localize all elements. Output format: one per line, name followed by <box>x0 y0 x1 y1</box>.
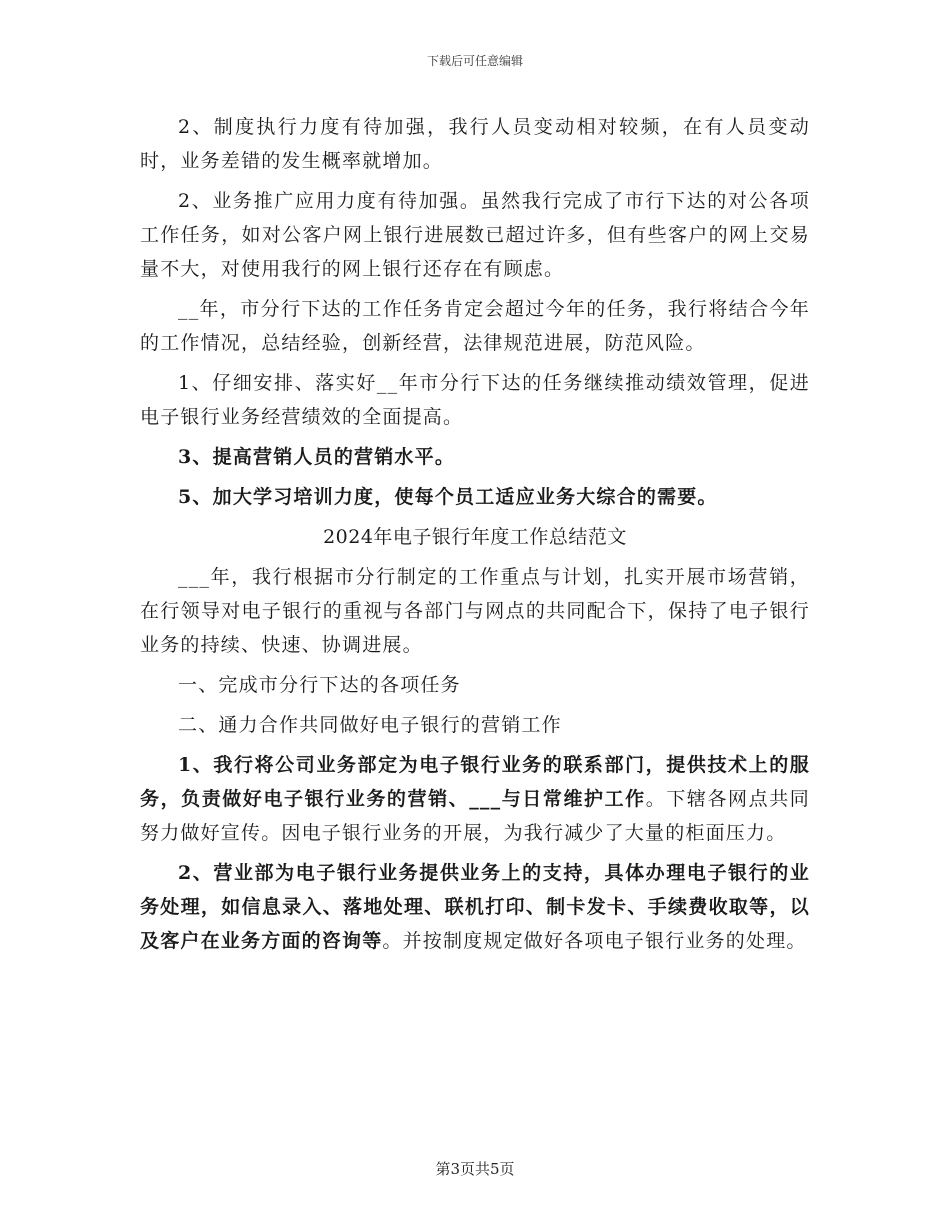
paragraph: 2、制度执行力度有待加强，我行人员变动相对较频，在有人员变动时，业务差错的发生概率就增加。 <box>140 116 810 172</box>
bold-text: 2、营业部为电子银行业务提供业务上的支持，具体办理电子银行的业务处理，如信息录入、落地处理、联机打印、制卡发卡、手续费收取等，以及客户在业务方面的咨询等 <box>140 862 810 952</box>
normal-text: 。下辖各网点共同努力做好宣传。因电子银行业务的开展，为我行减少了大量的柜面压力。 <box>140 788 810 844</box>
section-heading: 一、完成市分行下达的各项任务 <box>178 674 461 696</box>
bold-paragraph: 3、提高营销人员的营销水平。 <box>178 446 456 468</box>
page-header: 下载后可任意编辑 <box>426 54 523 68</box>
bold-paragraph: 5、加大学习培训力度，使每个员工适应业务大综合的需要。 <box>178 486 718 508</box>
paragraph <box>140 856 810 958</box>
page-footer: 第3页共5页 <box>435 1160 515 1178</box>
bold-text: 1、我行将公司业务部定为电子银行业务的联系部门，提供技术上的服务，负责做好电子银行业务的营销、___与日常维护工作 <box>140 754 810 810</box>
paragraph: 1、仔细安排、落实好__年市分行下达的任务继续推动绩效管理，促进电子银行业务经营绩效的全面提高。 <box>140 372 810 428</box>
paragraph: ___年，我行根据市分行制定的工作重点与计划，扎实开展市场营销，在行领导对电子银行的重视与各部门与网点的共同配合下，保持了电子银行业务的持续、快速、协调进展。 <box>140 566 810 656</box>
paragraph: 2、业务推广应用力度有待加强。虽然我行完成了市行下达的对公各项工作任务，如对公客户网上银行进展数已超过许多，但有些客户的网上交易量不大，对使用我行的网上银行还存在有顾虑。 <box>140 190 810 280</box>
paragraph <box>140 748 810 850</box>
section-heading: 二、通力合作共同做好电子银行的营销工作 <box>178 714 562 736</box>
document-body <box>140 110 810 964</box>
paragraph: __年，市分行下达的工作任务肯定会超过今年的任务，我行将结合今年的工作情况，总结经验，创新经营，法律规范进展，防范风险。 <box>140 298 810 354</box>
normal-text: 。并按制度规定做好各项电子银行业务的处理。 <box>382 930 807 952</box>
section-title: 2024年电子银行年度工作总结范文 <box>323 526 627 548</box>
